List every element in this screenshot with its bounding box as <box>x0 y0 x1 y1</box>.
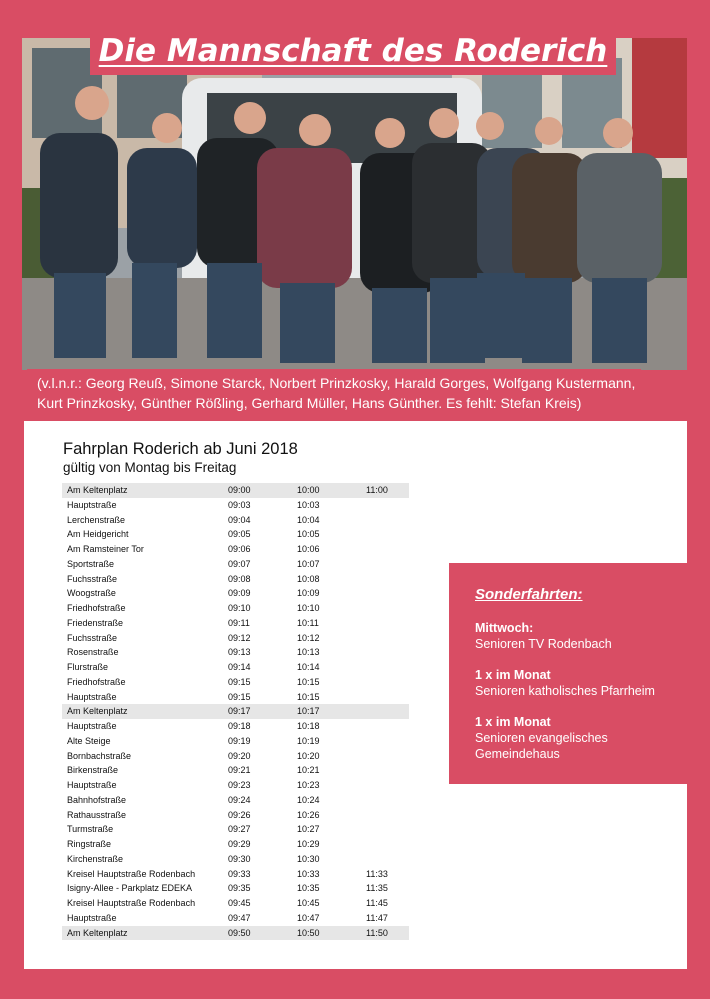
table-row <box>62 498 409 513</box>
departure-time: 11:45 <box>366 898 388 908</box>
table-row <box>62 557 409 572</box>
departure-time: 10:05 <box>297 529 320 540</box>
departure-time: 10:13 <box>297 647 320 658</box>
special-trips-panel <box>475 586 685 777</box>
stop-name: Isigny-Allee - Parkplatz EDEKA <box>67 883 193 894</box>
table-row <box>62 483 409 498</box>
departure-time: 11:33 <box>366 868 388 879</box>
departure-time: 09:17 <box>228 706 251 717</box>
stop-name: Birkenstraße <box>67 765 119 776</box>
stop-name: Sportstraße <box>67 558 115 569</box>
departure-time: 10:15 <box>297 691 320 702</box>
departure-time: 10:09 <box>297 588 320 599</box>
special-trip-group: Senioren evangelisches <box>475 731 608 745</box>
departure-time: 10:12 <box>297 632 320 643</box>
departure-time: 10:08 <box>297 573 320 584</box>
table-row <box>62 734 409 749</box>
blank-panel-bottom <box>449 784 687 969</box>
stop-name: Hauptstraße <box>67 691 117 702</box>
departure-time: 09:15 <box>228 676 251 687</box>
departure-time: 11:35 <box>366 883 388 894</box>
departure-time: 10:35 <box>297 883 320 894</box>
departure-time: 11:00 <box>366 485 388 495</box>
departure-time: 09:45 <box>228 898 251 908</box>
departure-time: 10:04 <box>297 514 320 525</box>
departure-time: 11:50 <box>366 927 388 938</box>
stop-name: Lerchenstraße <box>67 514 126 525</box>
departure-time: 09:10 <box>228 603 251 613</box>
caption-line-1: (v.l.n.r.: Georg Reuß, Simone Starck, Norbert Prinzkosky, Harald Gorges, Wolfgang Kustermann, <box>37 375 636 391</box>
table-row <box>62 911 409 926</box>
stop-name: Friedhofstraße <box>67 676 126 687</box>
table-row <box>62 690 409 705</box>
team-photo <box>22 38 687 370</box>
departure-time: 09:19 <box>228 735 251 746</box>
departure-time: 10:47 <box>297 912 320 923</box>
special-trip-group: Senioren TV Rodenbach <box>475 637 612 651</box>
departure-time: 09:11 <box>228 617 250 628</box>
departure-time: 09:04 <box>228 514 251 525</box>
stop-name: Fuchsstraße <box>67 573 118 584</box>
departure-time: 10:00 <box>297 485 320 495</box>
table-row <box>62 837 409 852</box>
departure-time: 09:47 <box>228 912 251 923</box>
table-row <box>62 660 409 675</box>
special-trips-list <box>475 620 685 762</box>
table-row <box>62 896 409 911</box>
departure-time: 10:50 <box>297 927 320 938</box>
departure-time: 10:45 <box>297 898 320 908</box>
departure-time: 09:21 <box>228 765 251 776</box>
departure-time: 09:29 <box>228 839 251 849</box>
departure-time: 11:47 <box>366 912 388 923</box>
departure-time: 10:24 <box>297 794 320 805</box>
stop-name: Ringstraße <box>67 839 112 849</box>
page-title: Die Mannschaft des Roderich <box>90 29 616 75</box>
stop-name: Woogstraße <box>67 588 116 599</box>
blank-panel-top <box>449 421 687 563</box>
departure-time: 09:09 <box>228 588 251 599</box>
departure-time: 09:12 <box>228 632 251 643</box>
table-row <box>62 852 409 867</box>
departure-time: 09:23 <box>228 780 251 790</box>
departure-time: 09:15 <box>228 691 251 702</box>
stop-name: Am Keltenplatz <box>67 485 128 495</box>
departure-time: 09:00 <box>228 485 251 495</box>
table-row <box>62 675 409 690</box>
departure-time: 10:11 <box>297 617 319 628</box>
special-trip-group: Gemeindehaus <box>475 747 560 761</box>
table-row <box>62 926 409 941</box>
stop-name: Alte Steige <box>67 735 111 746</box>
stop-name: Am Ramsteiner Tor <box>67 544 144 554</box>
departure-time: 09:24 <box>228 794 251 805</box>
departure-time: 10:21 <box>297 765 320 776</box>
departure-time: 10:30 <box>297 853 320 864</box>
departure-time: 09:26 <box>228 809 251 820</box>
special-trip-item <box>475 714 685 762</box>
departure-time: 10:14 <box>297 662 320 672</box>
stop-name: Hauptstraße <box>67 721 117 731</box>
table-row <box>62 572 409 587</box>
departure-time: 09:20 <box>228 750 251 761</box>
stop-name: Friedenstraße <box>67 617 124 628</box>
departure-time: 10:26 <box>297 809 320 820</box>
table-row <box>62 793 409 808</box>
special-trip-group: Senioren katholisches Pfarrheim <box>475 684 655 698</box>
stop-name: Am Keltenplatz <box>67 706 128 717</box>
departure-time: 09:50 <box>228 927 251 938</box>
departure-time: 10:29 <box>297 839 320 849</box>
departure-time: 09:30 <box>228 853 251 864</box>
stop-name: Hauptstraße <box>67 499 117 510</box>
departure-time: 09:35 <box>228 883 251 894</box>
stop-name: Rosenstraße <box>67 647 119 658</box>
departure-time: 09:33 <box>228 868 251 879</box>
departure-time: 09:06 <box>228 544 251 554</box>
stop-name: Friedhofstraße <box>67 603 126 613</box>
departure-time: 09:27 <box>228 824 251 835</box>
table-row <box>62 719 409 734</box>
special-trip-when: Mittwoch: <box>475 621 534 635</box>
table-row <box>62 778 409 793</box>
schedule-table <box>62 483 409 940</box>
schedule-title: Fahrplan Roderich ab Juni 2018 <box>63 440 298 458</box>
table-row <box>62 645 409 660</box>
table-row <box>62 527 409 542</box>
departure-time: 10:07 <box>297 558 320 569</box>
departure-time: 10:18 <box>297 721 320 731</box>
departure-time: 09:05 <box>228 529 251 540</box>
stop-name: Bornbachstraße <box>67 750 132 761</box>
departure-time: 09:08 <box>228 573 251 584</box>
table-row <box>62 586 409 601</box>
table-row <box>62 631 409 646</box>
table-row <box>62 822 409 837</box>
departure-time: 10:17 <box>297 706 320 717</box>
departure-time: 10:20 <box>297 750 320 761</box>
table-row <box>62 513 409 528</box>
special-trip-item <box>475 667 685 699</box>
departure-time: 10:06 <box>297 544 320 554</box>
photo-caption <box>27 369 641 419</box>
departure-time: 10:10 <box>297 603 320 613</box>
caption-line-2: Kurt Prinzkosky, Günther Rößling, Gerhard Müller, Hans Günther. Es fehlt: Stefan Kreis) <box>37 395 582 411</box>
stop-name: Fuchsstraße <box>67 632 118 643</box>
departure-time: 10:23 <box>297 780 320 790</box>
stop-name: Flurstraße <box>67 662 109 672</box>
special-trip-when: 1 x im Monat <box>475 715 551 729</box>
special-trips-title: Sonderfahrten: <box>475 586 583 603</box>
table-row <box>62 601 409 616</box>
departure-time: 09:14 <box>228 662 251 672</box>
table-row <box>62 542 409 557</box>
stop-name: Hauptstraße <box>67 912 117 923</box>
stop-name: Kreisel Hauptstraße Rodenbach <box>67 898 196 908</box>
departure-time: 10:33 <box>297 868 320 879</box>
departure-time: 10:27 <box>297 824 320 835</box>
table-row <box>62 881 409 896</box>
table-row <box>62 867 409 882</box>
stop-name: Rathausstraße <box>67 809 127 820</box>
departure-time: 10:19 <box>297 735 320 746</box>
stop-name: Turmstraße <box>67 824 114 835</box>
stop-name: Kirchenstraße <box>67 853 124 864</box>
departure-time: 09:13 <box>228 647 251 658</box>
schedule-subtitle: gültig von Montag bis Freitag <box>63 460 237 475</box>
stop-name: Hauptstraße <box>67 780 117 790</box>
stop-name: Am Keltenplatz <box>67 927 128 938</box>
departure-time: 10:15 <box>297 676 320 687</box>
table-row <box>62 704 409 719</box>
departure-time: 10:03 <box>297 499 320 510</box>
special-trip-when: 1 x im Monat <box>475 668 551 682</box>
table-row <box>62 616 409 631</box>
stop-name: Kreisel Hauptstraße Rodenbach <box>67 868 196 879</box>
table-row <box>62 763 409 778</box>
departure-time: 09:18 <box>228 721 251 731</box>
departure-time: 09:07 <box>228 558 251 569</box>
table-row <box>62 749 409 764</box>
special-trip-item <box>475 620 685 652</box>
table-row <box>62 808 409 823</box>
stop-name: Am Heidgericht <box>67 529 129 540</box>
stop-name: Bahnhofstraße <box>67 794 127 805</box>
departure-time: 09:03 <box>228 499 251 510</box>
